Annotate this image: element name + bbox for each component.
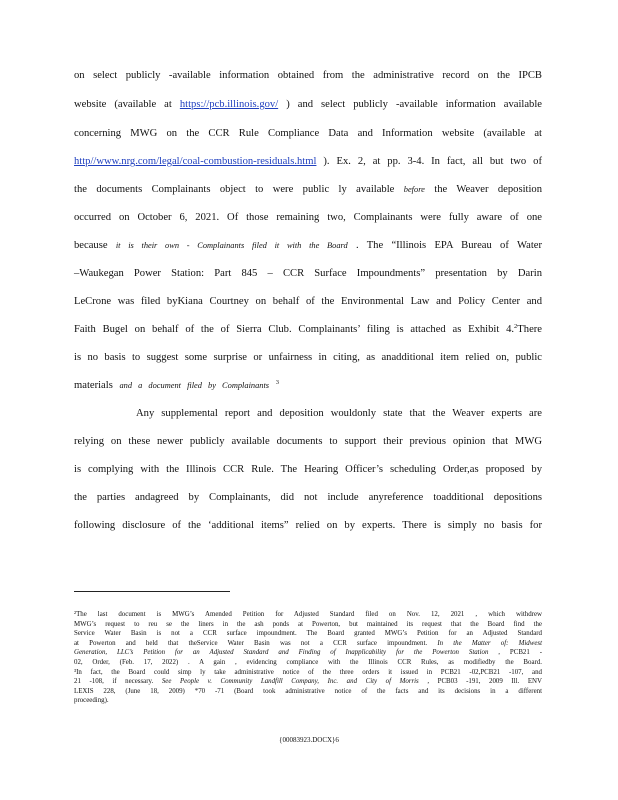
paragraph-line: http//www.nrg.com/legal/coal-combustion-residuals.html ). Ex. 2, at pp. 3-4. In fact, all but two of [74,156,542,167]
page-footer: {00083923.DOCX}6 [279,736,339,744]
paragraph-line: the documents Complainants object to were public ly available before the Weaver deposition [74,184,542,195]
footnote-ref-2: 2 [514,323,518,330]
footnote-line: proceeding). [74,697,109,705]
footnote-line: ²The last document is MWG’s Amended Petition for Adjusted Standard filed on Nov. 12, 2021 , which withdrew [74,611,542,618]
footnote-line: ³In fact, the Board could simp ly take administrative notice of the three orders it issued in PCB21 -02,PCB21 -107, and [74,668,542,676]
footnote-divider [74,591,230,592]
footnote-line: 02, Order, (Feb. 17, 2022) . A gain , evidencing compliance with the Illinois CCR Rules, as modifiedby the Board. [74,659,542,666]
paragraph-line: following disclosure of the ‘additional items” relied on by experts. There is simply no basis for [74,520,542,531]
paragraph-line: occurred on October 6, 2021. Of those remaining two, Complainants were fully aware of one [74,212,542,223]
ipcb-link[interactable]: https://pcb.illinois.gov/ [179,99,279,110]
paragraph-line: is complying with the Illinois CCR Rule. The Hearing Officer’s scheduling Order,as proposed by [74,464,542,475]
paragraph-line: on select publicly -available information obtained from the administrative record on the IPCB [74,70,542,81]
paragraph-line: –Waukegan Power Station: Part 845 – CCR Surface Impoundments” presentation by Darin [74,268,542,279]
paragraph-line: Any supplemental report and deposition wouldonly state that the Weaver experts are [136,408,542,419]
footnote-line: at Powerton and held that theService Water Basin was not a CCR surface impoundment. In the Matter of: Midwest [74,639,542,647]
footnote-line: MWG’s request to reu se the liners in the ash ponds at Powerton, but maintained its request that the Board find the [74,620,542,628]
paragraph-line: the parties andagreed by Complainants, did not include anyreference toadditional depositions [74,492,542,503]
footnote-line: Service Water Basin is not a CCR surface impoundment. The Board granted MWG’s Petition for an Adjusted Standard [74,630,542,638]
paragraph-line: website (available at https://pcb.illinois.gov/ ) and select publicly -available information available [74,99,543,110]
italic-text: and a document filed by Complainants [119,381,270,390]
paragraph-line: relying on these newer publicly available documents to support their previous opinion that MWG [74,436,542,447]
footnote-line: Generation, LLC’s Petition for an Adjusted Standard and Finding of Inapplicability for the Powerton Station , PCB21 - [74,649,542,657]
paragraph-line: LeCrone was filed byKiana Courtney on behalf of the Environmental Law and Policy Center and [74,296,542,307]
paragraph-line: because it is their own - Complainants filed it with the Board . The “Illinois EPA Bureau of Water [74,240,542,251]
paragraph-line: concerning MWG on the CCR Rule Compliance Data and Information website (available at [74,128,542,139]
footnote-line: LEXIS 228, (June 18, 2009) *70 -71 (Board took administrative notice of the facts and its decisions in a different [74,687,542,695]
footnote-line: 21 -108, if necessary. See People v. Community Landfill Company, Inc. and City of Morris , PCB03 -191, 2009 Ill. ENV [74,678,542,686]
nrg-link[interactable]: http//www.nrg.com/legal/coal-combustion-residuals.html [74,156,317,167]
italic-text: it is their own - Complainants filed it with the Board [115,241,348,250]
paragraph-line: is no basis to suggest some surprise or unfairness in citing, as anadditional item relied on, public [74,352,542,363]
footnote-ref-3: 3 [275,379,279,386]
paragraph-line: Faith Bugel on behalf of the of Sierra Club. Complainants’ filing is attached as Exhibit 4.$^2$There [74,323,542,335]
italic-text: before [403,185,425,194]
paragraph-line: materials and a document filed by Complainants $^3$ [74,379,279,391]
